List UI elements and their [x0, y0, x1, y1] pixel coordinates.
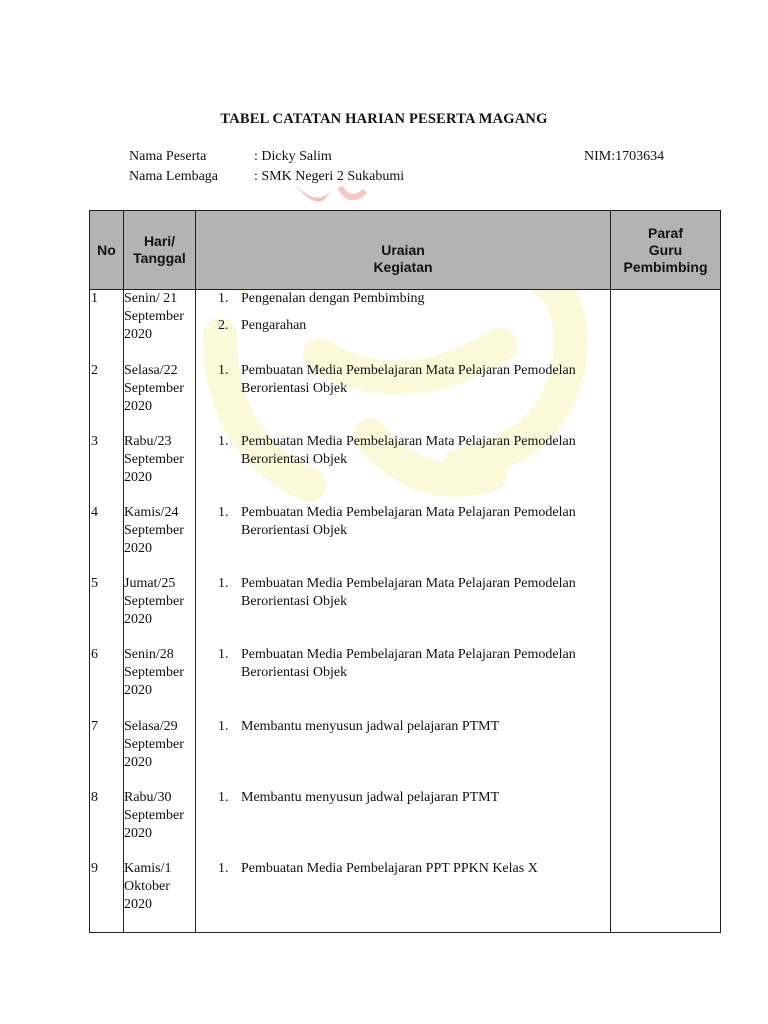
activity-text: Pengarahan: [241, 318, 307, 333]
table-row: [90, 718, 721, 789]
table-row: [90, 290, 721, 362]
row-no: 1: [90, 290, 124, 362]
row-activities: 1. Pengenalan dengan Pembimbing 2. Pengarahan: [196, 290, 611, 362]
row-activities: 1. Pembuatan Media Pembelajaran Mata Pelajaran Pemodelan Berorientasi Objek: [196, 646, 611, 718]
activity-text: Pembuatan Media Pembelajaran PPT PPKN Kelas X: [241, 860, 538, 876]
row-activities: 1. Membantu menyusun jadwal pelajaran PTMT: [196, 718, 611, 789]
table-row: [90, 860, 721, 933]
header-paraf: Paraf Guru Pembimbing: [611, 211, 721, 290]
row-paraf: [611, 504, 721, 575]
table-row: [90, 646, 721, 718]
activity-text: Pembuatan Media Pembelajaran Mata Pelajaran Pemodelan Berorientasi Objek: [241, 504, 576, 538]
row-paraf: [611, 290, 721, 362]
table-row: [90, 362, 721, 433]
row-paraf: [611, 362, 721, 433]
activity-log-table: [89, 210, 721, 933]
table-header-row: [90, 211, 721, 290]
row-date: Senin/ 21 September 2020: [124, 290, 196, 362]
row-no: 3: [90, 433, 124, 504]
row-no: 2: [90, 362, 124, 433]
header-uraian-kegiatan: Uraian Kegiatan: [196, 211, 611, 290]
row-date: Rabu/30 September 2020: [124, 789, 196, 860]
activity-text: Pembuatan Media Pembelajaran Mata Pelajaran Pemodelan Berorientasi Objek: [241, 433, 576, 467]
row-date: Selasa/22 September 2020: [124, 362, 196, 433]
row-paraf: [611, 718, 721, 789]
row-paraf: [611, 433, 721, 504]
row-no: 6: [90, 646, 124, 718]
row-date: Kamis/1 Oktober 2020: [124, 860, 196, 933]
row-date: Rabu/23 September 2020: [124, 433, 196, 504]
nama-peserta-label: Nama Peserta: [129, 149, 207, 164]
row-paraf: [611, 789, 721, 860]
row-activities: 1. Membantu menyusun jadwal pelajaran PTMT: [196, 789, 611, 860]
row-paraf: [611, 575, 721, 646]
row-paraf: [611, 646, 721, 718]
table-row: [90, 789, 721, 860]
row-no: 9: [90, 860, 124, 933]
row-date: Jumat/25 September 2020: [124, 575, 196, 646]
table-row: [90, 575, 721, 646]
row-activities: 1. Pembuatan Media Pembelajaran Mata Pelajaran Pemodelan Berorientasi Objek: [196, 433, 611, 504]
row-activities: 1. Pembuatan Media Pembelajaran Mata Pelajaran Pemodelan Berorientasi Objek: [196, 504, 611, 575]
row-activities: 1. Pembuatan Media Pembelajaran Mata Pelajaran Pemodelan Berorientasi Objek: [196, 362, 611, 433]
activity-text: Membantu menyusun jadwal pelajaran PTMT: [241, 789, 500, 805]
row-date: Senin/28 September 2020: [124, 646, 196, 718]
row-no: 8: [90, 789, 124, 860]
activity-text: Pengenalan dengan Pembimbing: [241, 291, 425, 306]
row-date: Selasa/29 September 2020: [124, 718, 196, 789]
row-paraf: [611, 860, 721, 933]
nama-peserta-value: : Dicky Salim: [254, 149, 332, 164]
table-row: [90, 433, 721, 504]
nama-lembaga-value: : SMK Negeri 2 Sukabumi: [254, 169, 405, 184]
nama-lembaga-label: Nama Lembaga: [129, 169, 219, 184]
row-activities: 1. Pembuatan Media Pembelajaran PPT PPKN Kelas X: [196, 860, 611, 933]
activity-text: Membantu menyusun jadwal pelajaran PTMT: [241, 718, 500, 734]
nim-value: NIM:1703634: [584, 149, 665, 164]
row-no: 5: [90, 575, 124, 646]
row-activities: 1. Pembuatan Media Pembelajaran Mata Pelajaran Pemodelan Berorientasi Objek: [196, 575, 611, 646]
page-title: TABEL CATATAN HARIAN PESERTA MAGANG: [220, 111, 548, 127]
activity-text: Pembuatan Media Pembelajaran Mata Pelajaran Pemodelan Berorientasi Objek: [241, 575, 576, 609]
activity-text: Pembuatan Media Pembelajaran Mata Pelajaran Pemodelan Berorientasi Objek: [241, 646, 576, 680]
header-no: No: [90, 211, 124, 290]
row-date: Kamis/24 September 2020: [124, 504, 196, 575]
header-hari-tanggal: Hari/ Tanggal: [124, 211, 196, 290]
table-row: [90, 504, 721, 575]
activity-text: Pembuatan Media Pembelajaran Mata Pelajaran Pemodelan Berorientasi Objek: [241, 362, 576, 396]
row-no: 4: [90, 504, 124, 575]
row-no: 7: [90, 718, 124, 789]
